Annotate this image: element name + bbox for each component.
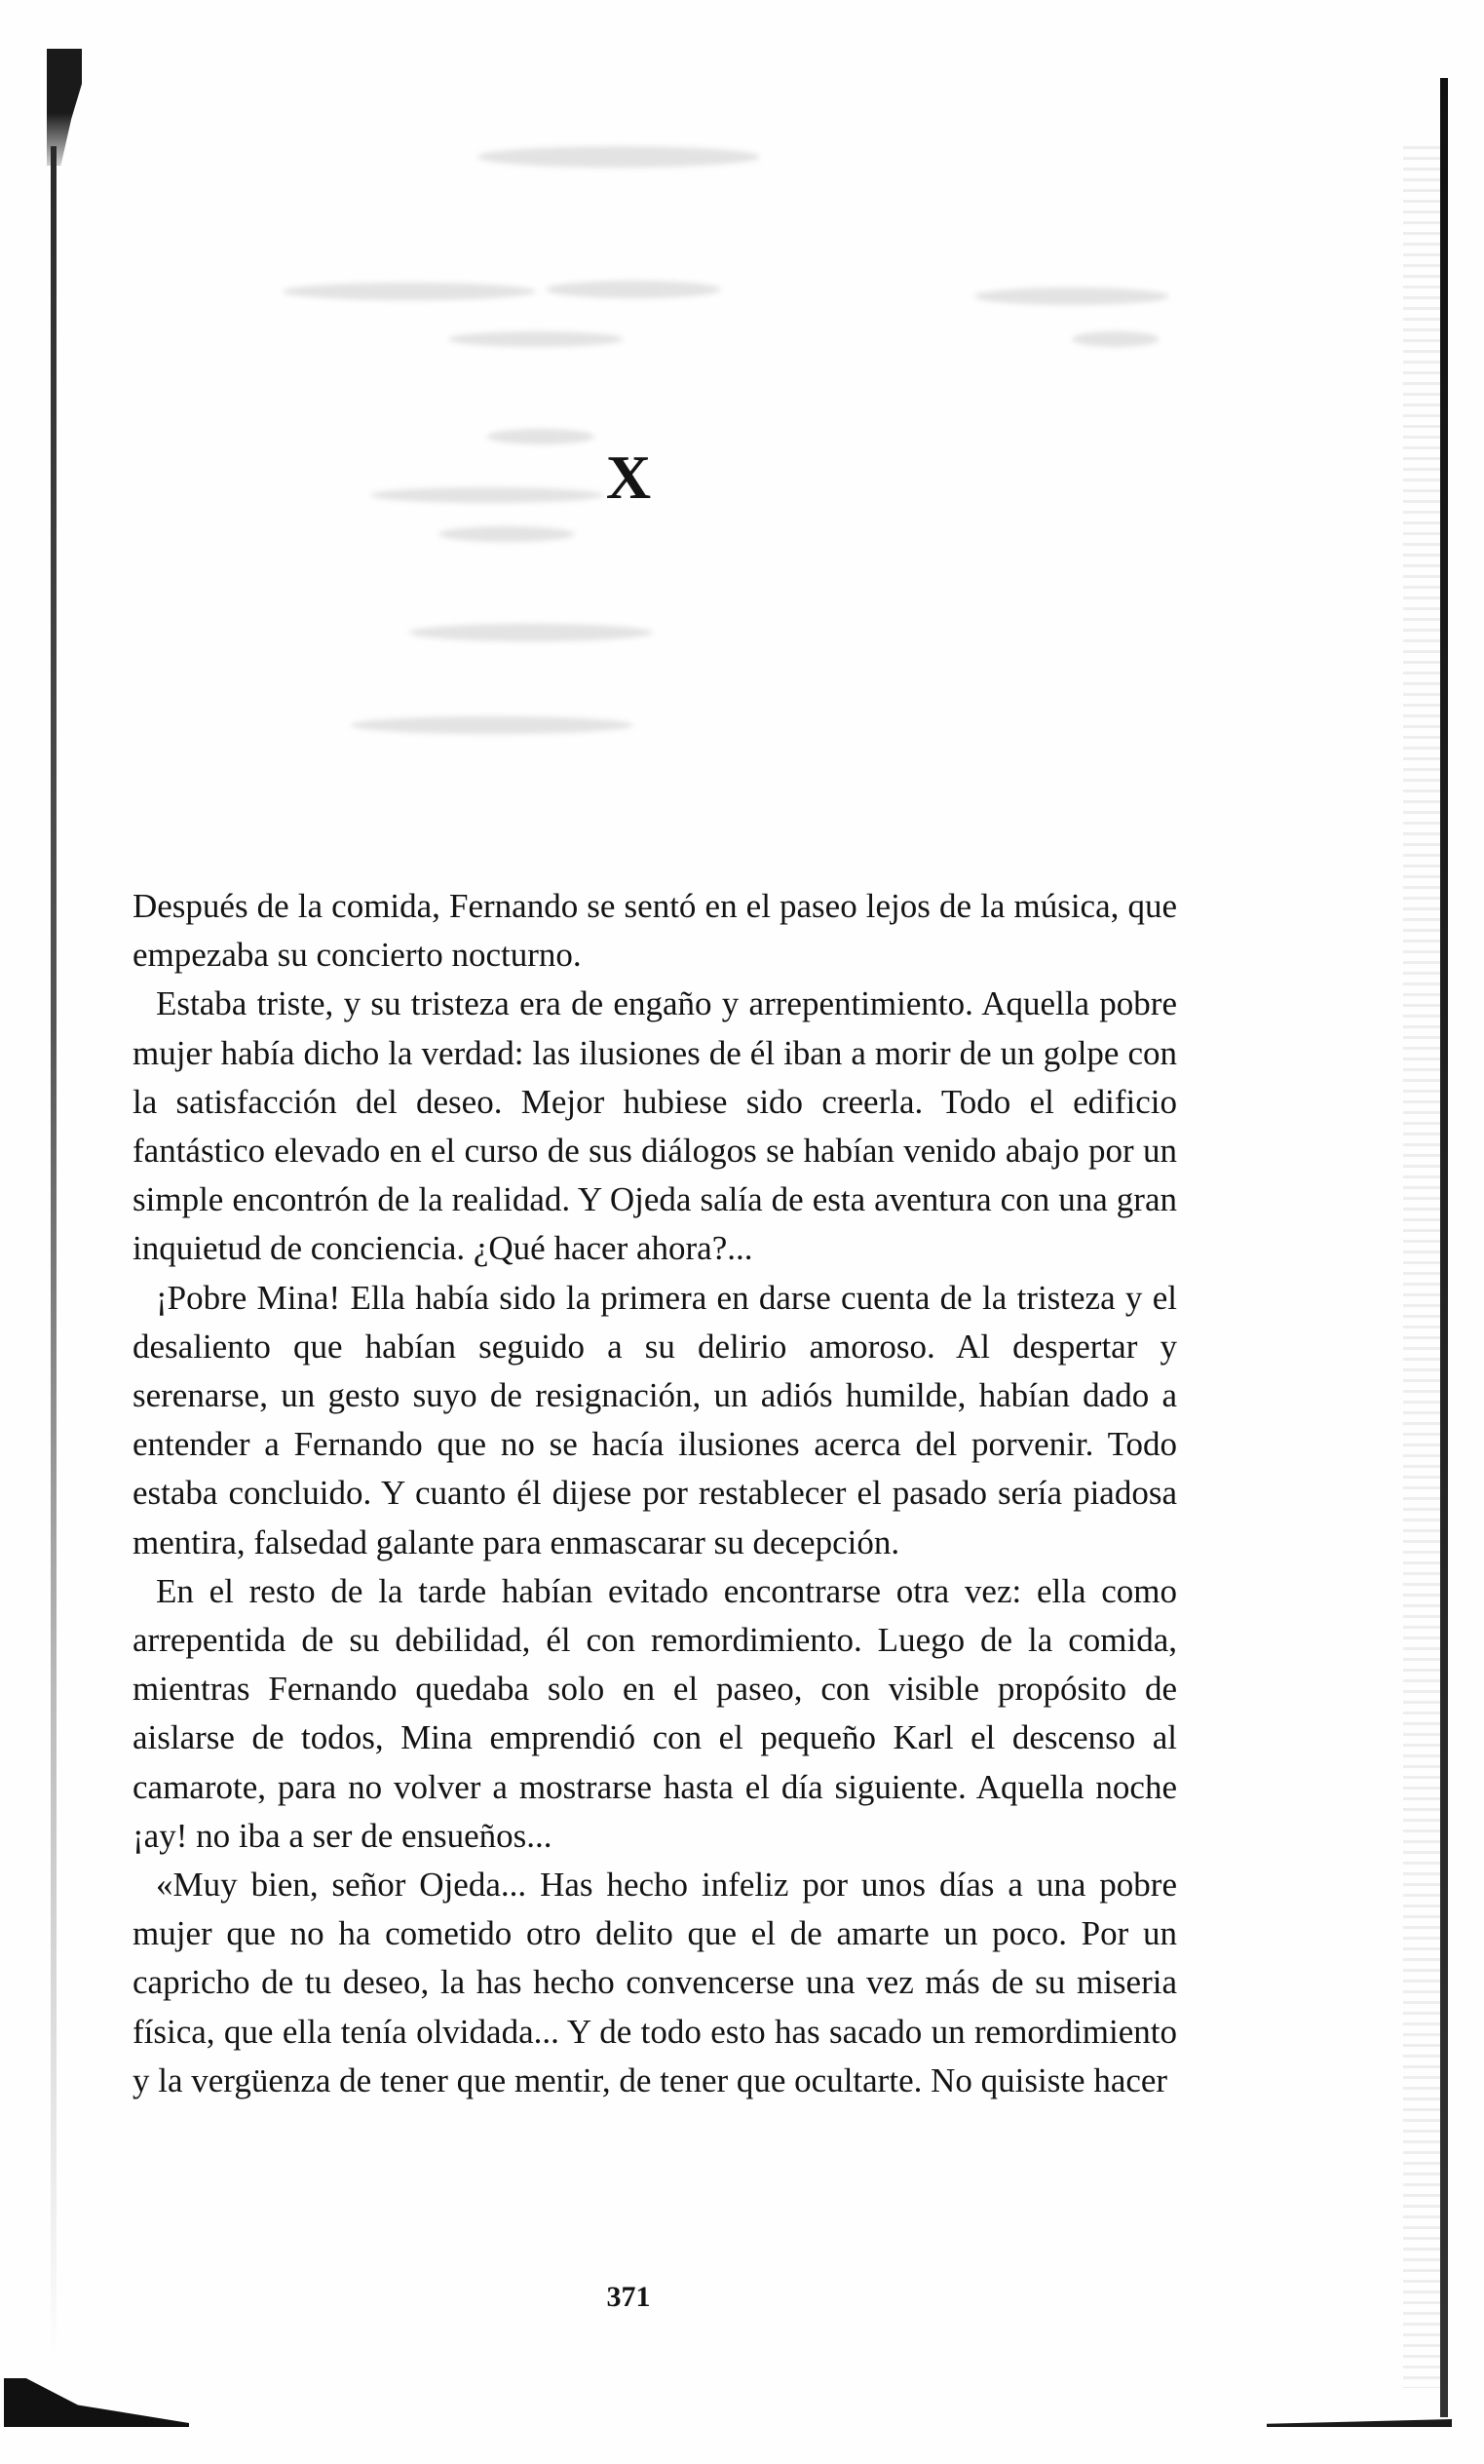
chapter-body-text — [133, 882, 1177, 2105]
scan-edge-line-right — [1440, 78, 1448, 2417]
scan-corner-mark-bottom-left — [4, 2378, 189, 2427]
paragraph: Después de la comida, Fernando se sentó en el paseo lejos de la música, que empezaba su concierto nocturno. — [133, 887, 1177, 975]
scan-corner-mark-bottom-right — [1267, 2419, 1452, 2427]
paragraph: Estaba triste, y su tristeza era de engaño y arrepentimiento. Aquella pobre mujer había dicho la verdad: las ilusiones de él iban a morir de un golpe con la satisfacción del deseo. Mejor hubiese sido creerla. Todo el edificio fantástico elevado en el curso de sus diálogos se habían venido abajo por un simple encontrón de la realidad. Y Ojeda salía de esta aventura con una gran inquietud de conciencia. ¿Qué hacer ahora?... — [133, 984, 1177, 1268]
show-through-smudge — [438, 526, 575, 542]
show-through-smudge — [1072, 331, 1160, 347]
show-through-smudge — [409, 624, 653, 641]
chapter-heading: X — [605, 443, 652, 512]
show-through-smudge — [283, 283, 536, 300]
paragraph: En el resto de la tarde habían evitado encontrarse otra vez: ella como arrepentida de su debilidad, él con remordimiento. Luego de la comida, mientras Fernando quedaba solo en el paseo, con visible propósito de aislarse de todos, Mina emprendió con el pequeño Karl el descenso al camarote, para no volver a mostrarse hasta el día siguiente. Aquella noche ¡ay! no iba a ser de ensueños... — [133, 1571, 1177, 1855]
scan-edge-shadow-right — [1403, 146, 1442, 2388]
paragraph: «Muy bien, señor Ojeda... Has hecho infeliz por unos días a una pobre mujer que no ha cometido otro delito que el de amarte un poco. Por un capricho de tu deseo, la has hecho convencerse una vez más de su miseria física, que ella tenía olvidada... Y de todo esto has sacado un remordimiento y la vergüenza de tener que mentir, de tener que ocultarte. No quisiste hacer — [133, 1866, 1177, 2099]
show-through-smudge — [477, 146, 760, 168]
show-through-smudge — [546, 281, 721, 298]
show-through-smudge — [487, 429, 594, 444]
paragraph: ¡Pobre Mina! Ella había sido la primera en darse cuenta de la tristeza y el desaliento que habían seguido a su delirio amoroso. Al despertar y serenarse, un gesto suyo de resignación, un adiós humilde, habían dado a entender a Fernando que no se hacía ilusiones acerca del porvenir. Todo estaba concluido. Y cuanto él dijese por restablecer el pasado sería piadosa mentira, falsedad galante para enmascarar su decepción. — [133, 1278, 1177, 1561]
page-number: 371 — [606, 2281, 651, 2313]
show-through-smudge — [351, 716, 633, 734]
show-through-smudge — [448, 331, 624, 347]
show-through-smudge — [974, 288, 1169, 305]
